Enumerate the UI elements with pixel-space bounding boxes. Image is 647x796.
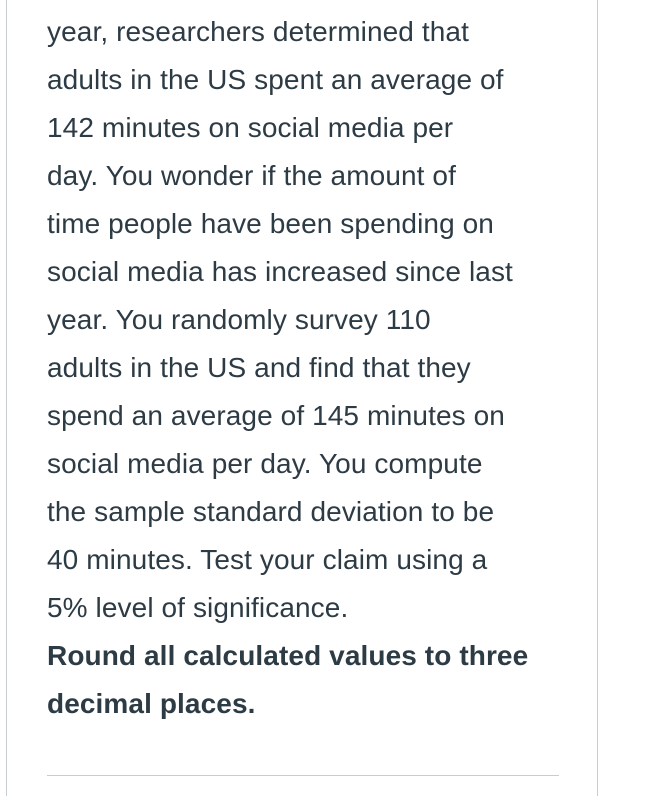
- question-card: [6, 0, 598, 796]
- question-line: adults in the US and find that they: [47, 352, 471, 383]
- question-line: year. You randomly survey 110: [47, 304, 431, 335]
- section-divider: [47, 775, 559, 776]
- question-text: [47, 8, 567, 728]
- question-line: year, researchers determined that: [47, 16, 469, 47]
- question-line: 40 minutes. Test your claim using a: [47, 544, 488, 575]
- question-line: the sample standard deviation to be: [47, 496, 495, 527]
- question-line: adults in the US spent an average of: [47, 64, 504, 95]
- rounding-instruction-line: Round all calculated values to three: [47, 640, 529, 671]
- question-line: 5% level of significance.: [47, 592, 349, 623]
- question-line: social media per day. You compute: [47, 448, 483, 479]
- rounding-instruction-line: decimal places.: [47, 688, 256, 719]
- question-line: time people have been spending on: [47, 208, 494, 239]
- question-line: 142 minutes on social media per: [47, 112, 454, 143]
- question-line: spend an average of 145 minutes on: [47, 400, 505, 431]
- question-line: social media has increased since last: [47, 256, 513, 287]
- question-line: day. You wonder if the amount of: [47, 160, 456, 191]
